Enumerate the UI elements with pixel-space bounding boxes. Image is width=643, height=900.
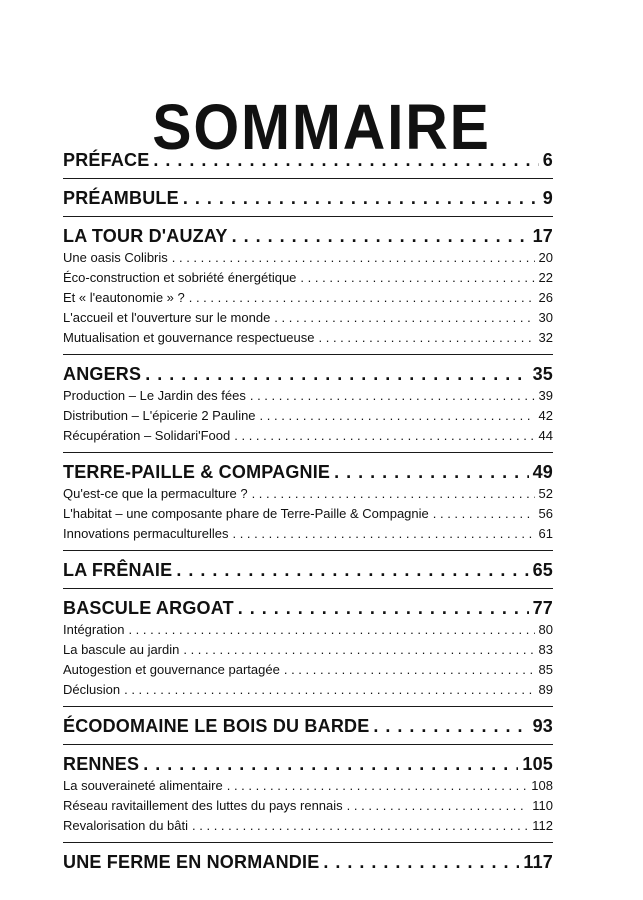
entry-page-number: 30 bbox=[538, 310, 553, 325]
toc-section-heading bbox=[63, 186, 553, 210]
toc-entry bbox=[63, 680, 553, 700]
dot-leader bbox=[232, 524, 534, 544]
toc-entry bbox=[63, 620, 553, 640]
entry-page-number: 80 bbox=[538, 622, 553, 637]
dot-leader bbox=[433, 504, 535, 524]
entry-page-number: 89 bbox=[538, 682, 553, 697]
entry-page-number: 22 bbox=[538, 270, 553, 285]
entry-title: Une oasis Colibris bbox=[63, 250, 168, 265]
toc-entry bbox=[63, 796, 553, 816]
entry-title: Autogestion et gouvernance partagée bbox=[63, 662, 280, 677]
section-title: BASCULE ARGOAT bbox=[63, 598, 234, 618]
dot-leader bbox=[183, 640, 534, 660]
section-title: ANGERS bbox=[63, 364, 142, 384]
toc-section bbox=[63, 842, 553, 880]
dot-leader bbox=[252, 484, 535, 504]
entry-page-number: 20 bbox=[538, 250, 553, 265]
section-page-number: 77 bbox=[532, 598, 553, 618]
toc-section-heading bbox=[63, 224, 553, 248]
toc-entry bbox=[63, 426, 553, 446]
entry-page-number: 56 bbox=[538, 506, 553, 521]
section-title: PRÉAMBULE bbox=[63, 188, 179, 208]
page-title: SOMMAIRE bbox=[152, 90, 491, 163]
section-page-number: 117 bbox=[523, 852, 553, 872]
toc-entry bbox=[63, 268, 553, 288]
dot-leader bbox=[319, 328, 535, 348]
entry-title: L'habitat – une composante phare de Terre-Paille & Compagnie bbox=[63, 506, 429, 521]
dot-leader bbox=[176, 558, 528, 582]
entry-title: Intégration bbox=[63, 622, 125, 637]
entry-page-number: 108 bbox=[531, 778, 553, 793]
toc-entry bbox=[63, 406, 553, 426]
entry-page-number: 110 bbox=[532, 798, 553, 813]
section-page-number: 93 bbox=[532, 716, 553, 736]
toc-section bbox=[63, 706, 553, 744]
dot-leader bbox=[250, 386, 535, 406]
toc-entry bbox=[63, 504, 553, 524]
entry-title: Qu'est-ce que la permaculture ? bbox=[63, 486, 248, 501]
entry-title: La bascule au jardin bbox=[63, 642, 180, 657]
section-title: PRÉFACE bbox=[63, 150, 150, 170]
section-title: ÉCODOMAINE LE BOIS DU BARDE bbox=[63, 716, 370, 736]
dot-leader bbox=[234, 426, 534, 446]
entry-title: Distribution – L'épicerie 2 Pauline bbox=[63, 408, 256, 423]
section-page-number: 105 bbox=[522, 754, 553, 774]
toc-entry bbox=[63, 640, 553, 660]
toc-section bbox=[63, 216, 553, 354]
section-title: TERRE-PAILLE & COMPAGNIE bbox=[63, 462, 331, 482]
entry-page-number: 83 bbox=[538, 642, 553, 657]
section-page-number: 65 bbox=[532, 560, 553, 580]
entry-page-number: 32 bbox=[538, 330, 553, 345]
toc-section-heading bbox=[63, 596, 553, 620]
toc-entry bbox=[63, 328, 553, 348]
entry-page-number: 112 bbox=[532, 818, 553, 833]
dot-leader bbox=[347, 796, 529, 816]
dot-leader bbox=[373, 714, 528, 738]
toc-entry bbox=[63, 816, 553, 836]
section-title: UNE FERME EN NORMANDIE bbox=[63, 852, 320, 872]
entry-title: Déclusion bbox=[63, 682, 121, 697]
toc-entry bbox=[63, 660, 553, 680]
dot-leader bbox=[323, 850, 519, 874]
section-page-number: 9 bbox=[542, 188, 553, 208]
toc-entry bbox=[63, 776, 553, 796]
dot-leader bbox=[189, 288, 535, 308]
dot-leader bbox=[143, 752, 518, 776]
dot-leader bbox=[238, 596, 529, 620]
dot-leader bbox=[145, 362, 528, 386]
toc-section bbox=[63, 354, 553, 452]
section-title: LA FRÊNAIE bbox=[63, 560, 173, 580]
entry-page-number: 85 bbox=[538, 662, 553, 677]
entry-page-number: 26 bbox=[538, 290, 553, 305]
toc-section bbox=[63, 148, 553, 178]
entry-title: Et « l'eautonomie » ? bbox=[63, 290, 185, 305]
entry-page-number: 39 bbox=[538, 388, 553, 403]
toc-section-heading bbox=[63, 558, 553, 582]
entry-title: Innovations permaculturelles bbox=[63, 526, 229, 541]
dot-leader bbox=[227, 776, 528, 796]
dot-leader bbox=[284, 660, 535, 680]
toc-section bbox=[63, 178, 553, 216]
section-title: RENNES bbox=[63, 754, 140, 774]
table-of-contents bbox=[63, 148, 553, 880]
dot-leader bbox=[153, 148, 538, 172]
dot-leader bbox=[260, 406, 535, 426]
dot-leader bbox=[192, 816, 528, 836]
toc-entry bbox=[63, 386, 553, 406]
toc-section-heading bbox=[63, 460, 553, 484]
entry-page-number: 42 bbox=[538, 408, 553, 423]
entry-title: Mutualisation et gouvernance respectueuse bbox=[63, 330, 315, 345]
section-page-number: 6 bbox=[542, 150, 553, 170]
toc-section-heading bbox=[63, 850, 553, 874]
dot-leader bbox=[172, 248, 535, 268]
section-title: LA TOUR D'AUZAY bbox=[63, 226, 228, 246]
toc-entry bbox=[63, 524, 553, 544]
entry-title: Production – Le Jardin des fées bbox=[63, 388, 246, 403]
dot-leader bbox=[334, 460, 528, 484]
entry-page-number: 44 bbox=[538, 428, 553, 443]
toc-section-heading bbox=[63, 714, 553, 738]
entry-title: La souveraineté alimentaire bbox=[63, 778, 223, 793]
toc-entry bbox=[63, 308, 553, 328]
section-page-number: 35 bbox=[532, 364, 553, 384]
dot-leader bbox=[274, 308, 534, 328]
toc-section bbox=[63, 588, 553, 706]
toc-section-heading bbox=[63, 752, 553, 776]
entry-page-number: 61 bbox=[538, 526, 553, 541]
entry-title: Éco-construction et sobriété énergétique bbox=[63, 270, 297, 285]
toc-section bbox=[63, 744, 553, 842]
toc-entry bbox=[63, 248, 553, 268]
toc-section-heading bbox=[63, 362, 553, 386]
dot-leader bbox=[232, 224, 529, 248]
entry-title: Réseau ravitaillement des luttes du pays rennais bbox=[63, 798, 343, 813]
section-page-number: 49 bbox=[532, 462, 553, 482]
toc-entry bbox=[63, 484, 553, 504]
section-page-number: 17 bbox=[532, 226, 553, 246]
dot-leader bbox=[128, 620, 534, 640]
toc-entry bbox=[63, 288, 553, 308]
dot-leader bbox=[183, 186, 539, 210]
toc-section-heading bbox=[63, 148, 553, 172]
entry-title: Récupération – Solidari'Food bbox=[63, 428, 231, 443]
toc-section bbox=[63, 550, 553, 588]
entry-title: Revalorisation du bâti bbox=[63, 818, 189, 833]
dot-leader bbox=[300, 268, 534, 288]
entry-title: L'accueil et l'ouverture sur le monde bbox=[63, 310, 271, 325]
toc-section bbox=[63, 452, 553, 550]
dot-leader bbox=[124, 680, 534, 700]
entry-page-number: 52 bbox=[538, 486, 553, 501]
